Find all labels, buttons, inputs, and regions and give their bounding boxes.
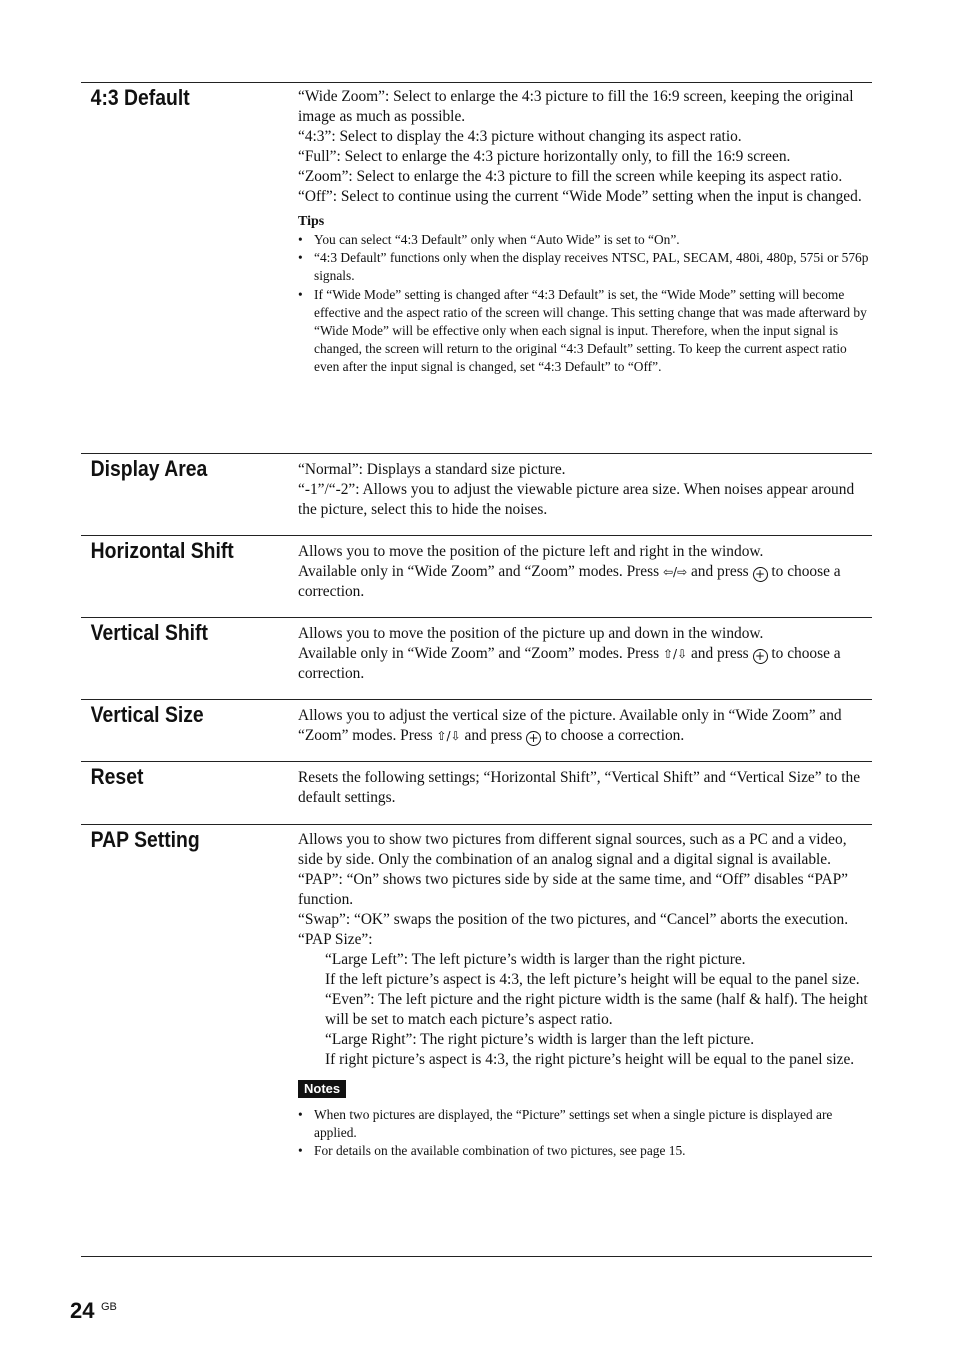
desc-line <box>298 644 872 684</box>
desc-line: Allows you to show two pictures from different signal sources, such as a PC and a video, side by side. Only the combination of an analog signal and a digital signal is available. <box>298 831 847 868</box>
row-display-area <box>81 454 872 536</box>
enter-button-icon: + <box>753 567 768 582</box>
tips-heading: Tips <box>298 214 325 229</box>
page-number: 24 <box>70 1298 95 1323</box>
enter-button-icon: + <box>753 649 768 664</box>
settings-table <box>81 82 872 1257</box>
pap-size-line: “Large Right”: The right picture’s width is larger than the left picture. <box>325 1031 755 1048</box>
pap-size-line: “Even”: The left picture and the right picture width is the same (half & half). The height will be set to match each picture’s aspect ratio. <box>325 991 868 1028</box>
row-pap-setting <box>81 825 872 1257</box>
desc-line: “PAP”: “On” shows two pictures side by side at the same time, and “Off” disables “PAP” function. <box>298 871 848 908</box>
pap-size-line: “Large Left”: The left picture’s width is larger than the right picture. <box>325 951 746 968</box>
desc-line: “4:3”: Select to display the 4:3 picture without changing its aspect ratio. <box>298 128 742 145</box>
term-pap-setting: PAP Setting <box>90 827 200 852</box>
term-4-3-default: 4:3 Default <box>90 85 190 110</box>
term-display-area: Display Area <box>90 456 208 481</box>
pap-size-line: If the left picture’s aspect is 4:3, the left picture’s height will be equal to the panel size. <box>325 971 860 988</box>
desc-display-area <box>287 454 872 535</box>
term-vertical-shift: Vertical Shift <box>90 620 208 645</box>
desc-line: “Wide Zoom”: Select to enlarge the 4:3 picture to fill the 16:9 screen, keeping the original image as much as possible. <box>298 88 854 125</box>
desc-vertical-size <box>287 700 872 761</box>
desc-text: to choose a correction. <box>298 645 841 682</box>
page-suffix: GB <box>101 1301 117 1313</box>
desc-line: “Normal”: Displays a standard size picture. <box>298 461 566 478</box>
row-vertical-size <box>81 700 872 762</box>
desc-line: Allows you to move the position of the picture left and right in the window. <box>298 543 764 560</box>
term-reset: Reset <box>90 764 144 789</box>
note-item: • When two pictures are displayed, the “Picture” settings set when a single picture is displayed are applied. <box>298 1106 872 1142</box>
desc-line: “-1”/“-2”: Allows you to adjust the viewable picture area size. When noises appear around the picture, select this to hide the noises. <box>298 481 855 518</box>
desc-text: and press <box>460 727 527 744</box>
desc-line: Resets the following settings; “Horizontal Shift”, “Vertical Shift” and “Vertical Size” to the default settings. <box>298 769 861 806</box>
left-right-arrow-icon: ⇦/⇨ <box>662 565 688 579</box>
row-4-3-default <box>81 83 872 454</box>
desc-line <box>298 706 872 746</box>
note-item: • For details on the available combination of two pictures, see page 15. <box>298 1142 872 1160</box>
desc-text: Allows you to adjust the vertical size of the picture. Available only in “Wide Zoom” and “Zoom” modes. Press <box>298 707 842 744</box>
pap-size-line: If right picture’s aspect is 4:3, the right picture’s height will be equal to the panel size. <box>325 1051 855 1068</box>
desc-text: to choose a correction. <box>298 563 841 600</box>
term-vertical-size: Vertical Size <box>90 702 204 727</box>
desc-line: “Zoom”: Select to enlarge the 4:3 picture to fill the screen while keeping its aspect ratio. <box>298 168 843 185</box>
desc-pap-setting <box>287 825 872 1256</box>
desc-text: to choose a correction. <box>541 727 685 744</box>
row-vertical-shift <box>81 618 872 700</box>
notes-list <box>298 1106 872 1161</box>
tip-item: • “4:3 Default” functions only when the display receives NTSC, PAL, SECAM, 480i, 480p, 575i or 576p signals. <box>298 249 872 285</box>
desc-4-3-default <box>287 83 872 453</box>
desc-text: Available only in “Wide Zoom” and “Zoom” modes. Press <box>298 563 663 580</box>
tips-list <box>298 231 872 377</box>
desc-line: Allows you to move the position of the picture up and down in the window. <box>298 625 764 642</box>
enter-button-icon: + <box>526 731 541 746</box>
desc-line: “Swap”: “OK” swaps the position of the two pictures, and “Cancel” aborts the execution. <box>298 911 849 928</box>
up-down-arrow-icon: ⇧/⇩ <box>436 729 461 743</box>
desc-reset <box>287 762 872 824</box>
up-down-arrow-icon: ⇧/⇩ <box>662 647 688 661</box>
tip-item: • You can select “4:3 Default” only when “Auto Wide” is set to “On”. <box>298 231 872 249</box>
desc-vertical-shift <box>287 618 872 699</box>
desc-text: Available only in “Wide Zoom” and “Zoom” modes. Press <box>298 645 663 662</box>
desc-text: and press <box>687 645 753 662</box>
row-reset <box>81 762 872 825</box>
term-horizontal-shift: Horizontal Shift <box>90 538 234 563</box>
tip-item: • If “Wide Mode” setting is changed after “4:3 Default” is set, the “Wide Mode” setting will become effective and the aspect ratio of the screen will change. This setting change that was made afterward by “Wide Mode” will be effective only when each signal is input. Therefore, when the input signal is changed, the screen will return to the original “4:3 Default” setting. To keep the current aspect ratio even after the input signal is changed, set “4:3 Default” to “Off”. <box>298 286 872 377</box>
desc-line: “Off”: Select to continue using the current “Wide Mode” setting when the input is changed. <box>298 188 862 205</box>
desc-line: “PAP Size”: <box>298 931 373 948</box>
desc-line <box>298 562 872 602</box>
desc-line: “Full”: Select to enlarge the 4:3 picture horizontally only, to fill the 16:9 screen. <box>298 148 791 165</box>
desc-horizontal-shift <box>287 536 872 617</box>
notes-badge: Notes <box>298 1080 346 1098</box>
desc-text: and press <box>687 563 753 580</box>
row-horizontal-shift <box>81 536 872 618</box>
